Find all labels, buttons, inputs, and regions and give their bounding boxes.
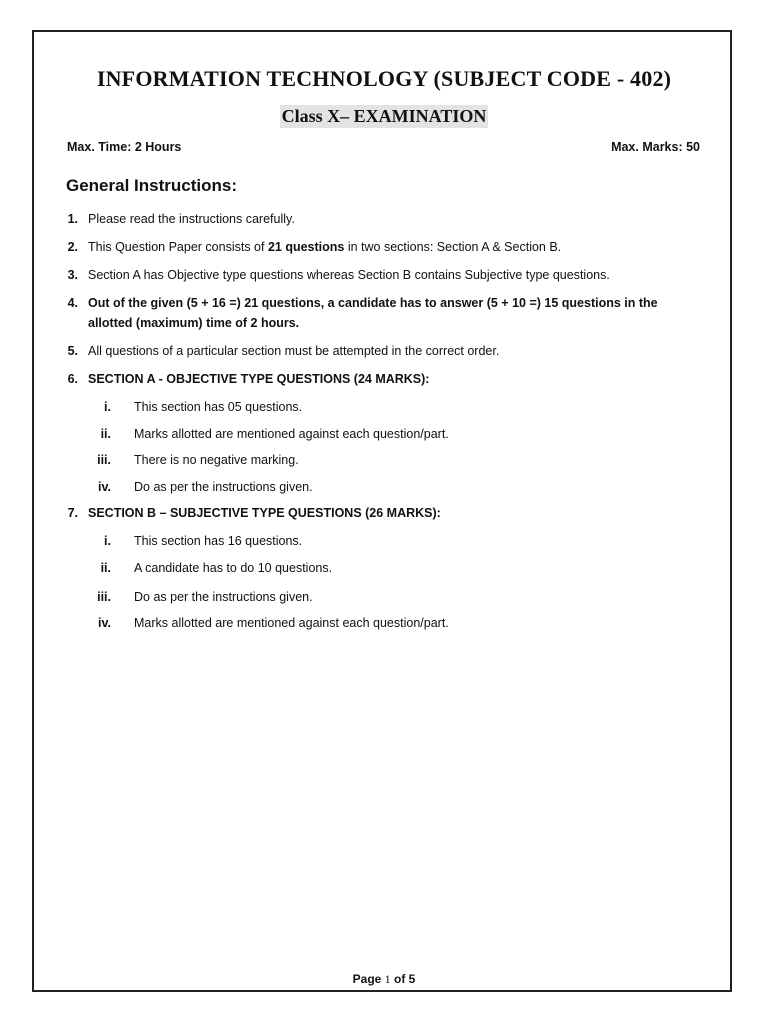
roman-numeral: i.	[104, 534, 111, 548]
section-b-item-text: This section has 16 questions.	[134, 534, 303, 548]
section-b-item-text: Do as per the instructions given.	[134, 590, 313, 604]
instruction-text-bold: 21 questions	[267, 240, 345, 254]
instruction-number: 4.	[67, 296, 78, 310]
roman-numeral: ii.	[100, 561, 111, 575]
footer-prefix: Page	[352, 972, 385, 986]
section-b-item-text: A candidate has to do 10 questions.	[134, 561, 333, 575]
instruction-number: 6.	[67, 372, 78, 386]
instruction-number: 3.	[67, 268, 78, 282]
roman-numeral: i.	[104, 400, 111, 414]
roman-numeral: iii.	[97, 453, 111, 467]
max-marks: Max. Marks: 50	[611, 140, 700, 154]
section-a-item-text: Do as per the instructions given.	[134, 480, 313, 494]
instruction-number: 2.	[67, 240, 78, 254]
exam-subtitle: Class X– EXAMINATION	[281, 106, 487, 126]
roman-numeral: iv.	[98, 616, 111, 630]
page-footer	[0, 972, 768, 987]
instruction-text: Please read the instructions carefully.	[88, 212, 295, 226]
instruction-number: 1.	[67, 212, 78, 226]
section-a-item-text: Marks allotted are mentioned against each question/part.	[134, 427, 449, 441]
instruction-text: Section A has Objective type questions whereas Section B contains Subjective type questions.	[88, 268, 610, 282]
roman-numeral: iv.	[98, 480, 111, 494]
instruction-text: Out of the given (5 + 16 =) 21 questions, a candidate has to answer (5 + 10 =) 15 questions in the allotted (maximum) time of 2 hours.	[88, 296, 658, 330]
general-instructions-heading: General Instructions:	[66, 176, 237, 195]
document-title: INFORMATION TECHNOLOGY (SUBJECT CODE - 402)	[96, 66, 672, 91]
section-b-heading: SECTION B – SUBJECTIVE TYPE QUESTIONS (26 MARKS):	[88, 506, 441, 520]
section-a-item-text: There is no negative marking.	[134, 453, 299, 467]
instruction-text-pre: This Question Paper consists of	[88, 240, 268, 254]
current-page-number: 1	[384, 972, 391, 986]
footer-middle: of	[390, 972, 409, 986]
instruction-text: All questions of a particular section must be attempted in the correct order.	[88, 344, 500, 358]
roman-numeral: iii.	[97, 590, 111, 604]
instruction-number: 7.	[67, 506, 78, 520]
subtitle-container	[0, 105, 768, 128]
total-pages: 5	[408, 972, 416, 986]
instruction-text-post: in two sections: Section A & Section B.	[344, 240, 562, 254]
section-b-item-text: Marks allotted are mentioned against each question/part.	[134, 616, 449, 630]
max-time: Max. Time: 2 Hours	[67, 140, 182, 154]
section-a-heading: SECTION A - OBJECTIVE TYPE QUESTIONS (24 MARKS):	[88, 372, 430, 386]
instruction-number: 5.	[67, 344, 78, 358]
section-a-item-text: This section has 05 questions.	[134, 400, 303, 414]
instruction-text	[88, 237, 561, 257]
roman-numeral: ii.	[100, 427, 111, 441]
